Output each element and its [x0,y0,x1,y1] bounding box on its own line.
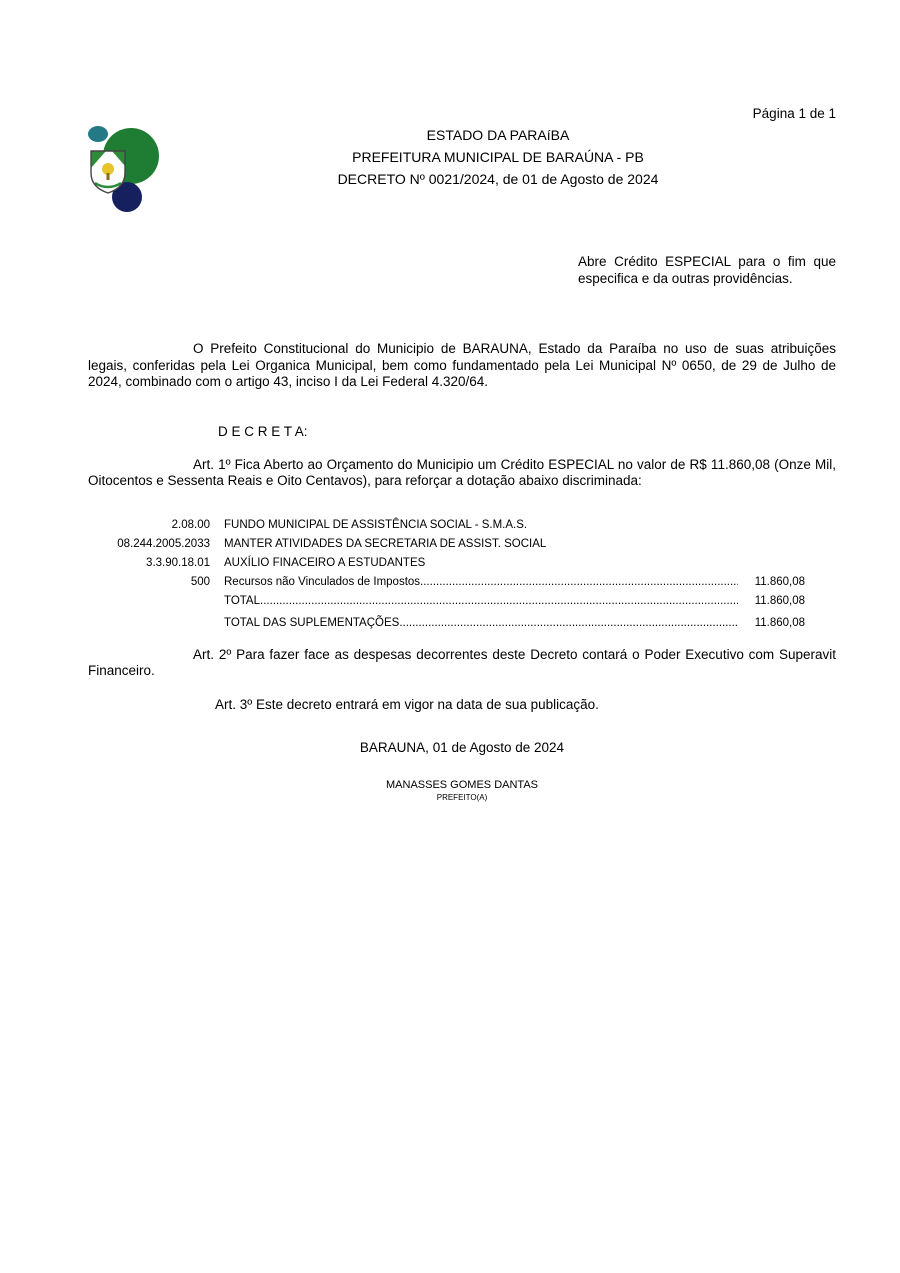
budget-total-label: TOTAL [224,594,260,607]
budget-code: 08.244.2005.2033 [117,537,210,550]
budget-description: Recursos não Vinculados de Impostos [224,575,421,588]
coat-of-arms-svg [86,124,166,218]
budget-code: 2.08.00 [171,518,210,531]
header-municipality: PREFEITURA MUNICIPAL DE BARAÚNA - PB [352,149,644,165]
logo-teal-dot [88,126,108,142]
budget-description: FUNDO MUNICIPAL DE ASSISTÊNCIA SOCIAL - S.M.A.S. [224,518,528,531]
decreta-heading: D E C R E T A: [218,423,308,439]
decree-summary: Abre Crédito ESPECIAL para o fim que especifica e da outras providências. [578,254,836,286]
budget-suplementacoes-value: 11.860,08 [754,616,805,629]
budget-code: 500 [190,575,210,588]
header-decree-title: DECRETO Nº 0021/2024, de 01 de Agosto de 2024 [337,171,659,187]
budget-row [88,535,805,554]
shield-tree-trunk [107,173,110,180]
page-number: Página 1 de 1 [752,106,836,121]
budget-description: MANTER ATIVIDADES DA SECRETARIA DE ASSIST. SOCIAL [224,537,547,550]
budget-row [88,516,805,535]
budget-row [88,554,805,573]
signature-title: PREFEITO(A) [436,793,488,802]
budget-total-row [88,592,805,611]
logo-shield [91,151,125,193]
article-2: Art. 2º Para fazer face as despesas decorrentes deste Decreto contará o Poder Executivo com Superavit Financeiro. [88,646,836,678]
dot-leader [399,614,738,633]
article-1: Art. 1º Fica Aberto ao Orçamento do Municipio um Crédito ESPECIAL no valor de R$ 11.860,08 (Onze Mil, Oitocentos e Sessenta Reais e Oito Centavos), para reforçar a dotação abaixo discriminada: [88,456,836,488]
decree-preamble: O Prefeito Constitucional do Municipio de BARAUNA, Estado da Paraíba no uso de suas atribuições legais, conferidas pela Lei Organica Municipal, bem como fundamentado pela Lei Municipal Nº 0650, de 29 de Julho de 2024, combinado com o artigo 43, inciso I da Lei Federal 4.320/64. [88,341,836,389]
document-header [160,124,836,190]
dot-leader [420,573,738,592]
place-date-line: BARAUNA, 01 de Agosto de 2024 [359,740,565,755]
municipal-coat-of-arms-icon [86,124,166,218]
article-3: Art. 3º Este decreto entrará em vigor na data de sua publicação. [215,696,599,712]
dot-leader [260,592,738,611]
budget-suplementacoes-row [88,614,805,633]
signature-name: MANASSES GOMES DANTAS [386,779,538,791]
budget-code: 3.3.90.18.01 [146,556,210,569]
budget-table [88,516,805,633]
header-state: ESTADO DA PARAíBA [426,127,570,143]
budget-total-value: 11.860,08 [754,594,805,607]
budget-row [88,573,805,592]
budget-value: 11.860,08 [754,575,805,588]
budget-suplementacoes-label: TOTAL DAS SUPLEMENTAÇÕES [224,616,400,629]
budget-description: AUXÍLIO FINACEIRO A ESTUDANTES [224,556,426,569]
